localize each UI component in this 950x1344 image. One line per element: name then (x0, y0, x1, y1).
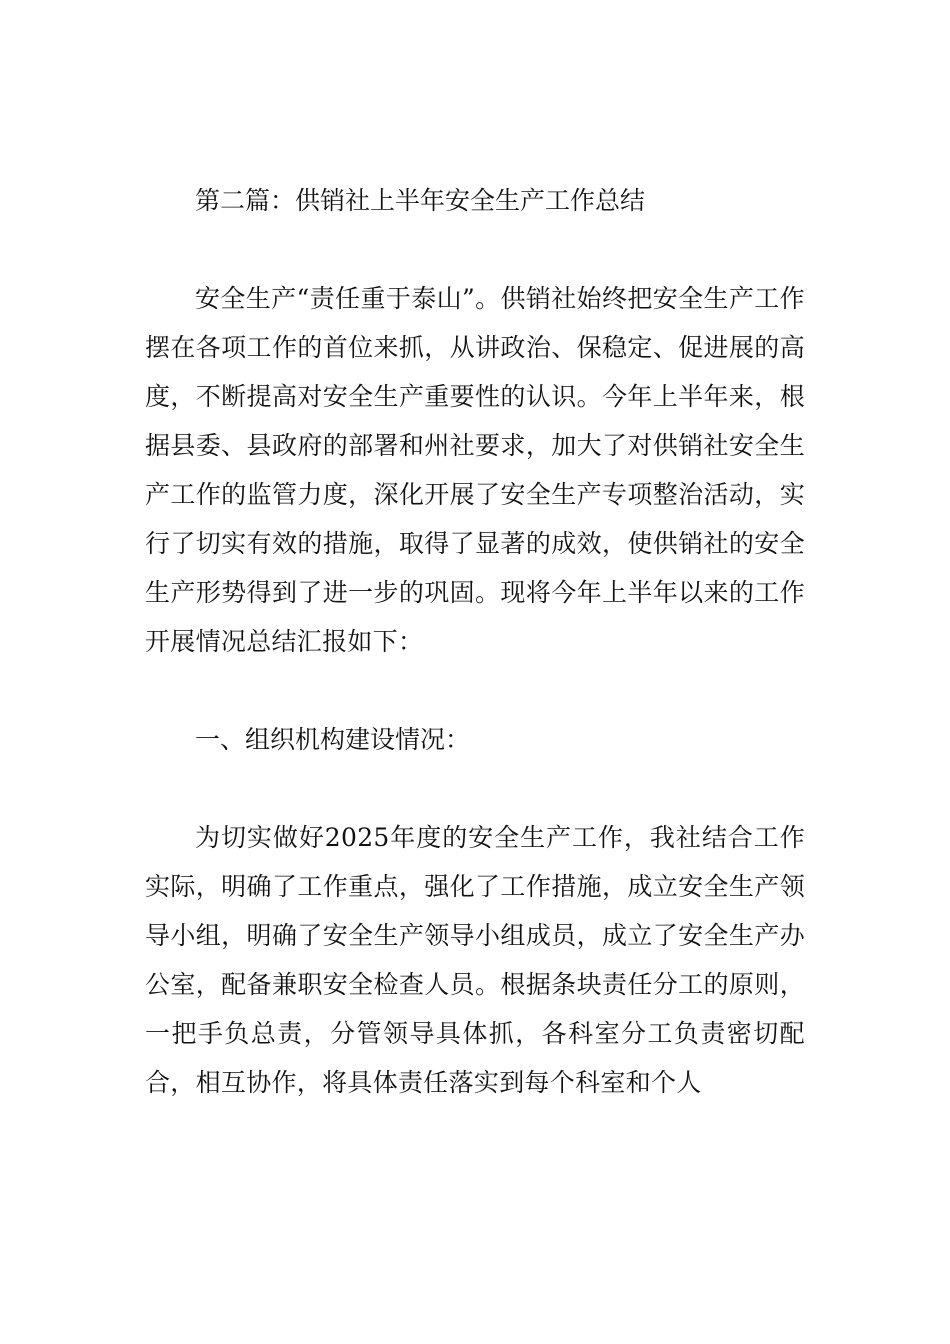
spacer (145, 764, 805, 813)
document-page (145, 176, 805, 1107)
intro-paragraph: 安全生产“责任重于泰山”。供销社始终把安全生产工作摆在各项工作的首位来抓，从讲政治、保稳定、促进展的高度，不断提高对安全生产重要性的认识。今年上半年来，根据县委、县政府的部署和州社要求，加大了对供销社安全生产工作的监管力度，深化开展了安全生产专项整治活动，实行了切实有效的措施，取得了显著的成效，使供销社的安全生产形势得到了进一步的巩固。现将今年上半年以来的工作开展情况总结汇报如下： (145, 284, 805, 656)
section-paragraph: 为切实做好2025年度的安全生产工作，我社结合工作实际，明确了工作重点，强化了工作措施，成立安全生产领导小组，明确了安全生产领导小组成员，成立了安全生产办公室，配备兼职安全检查人员。根据条块责任分工的原则，一把手负总责，分管领导具体抓，各科室分工负责密切配合，相互协作，将具体责任落实到每个科室和个人 (145, 823, 805, 1097)
document-title: 第二篇：供销社上半年安全生产工作总结 (195, 186, 646, 215)
section-heading: 一、组织机构建设情况： (195, 725, 471, 754)
spacer (145, 666, 805, 715)
spacer (145, 225, 805, 274)
